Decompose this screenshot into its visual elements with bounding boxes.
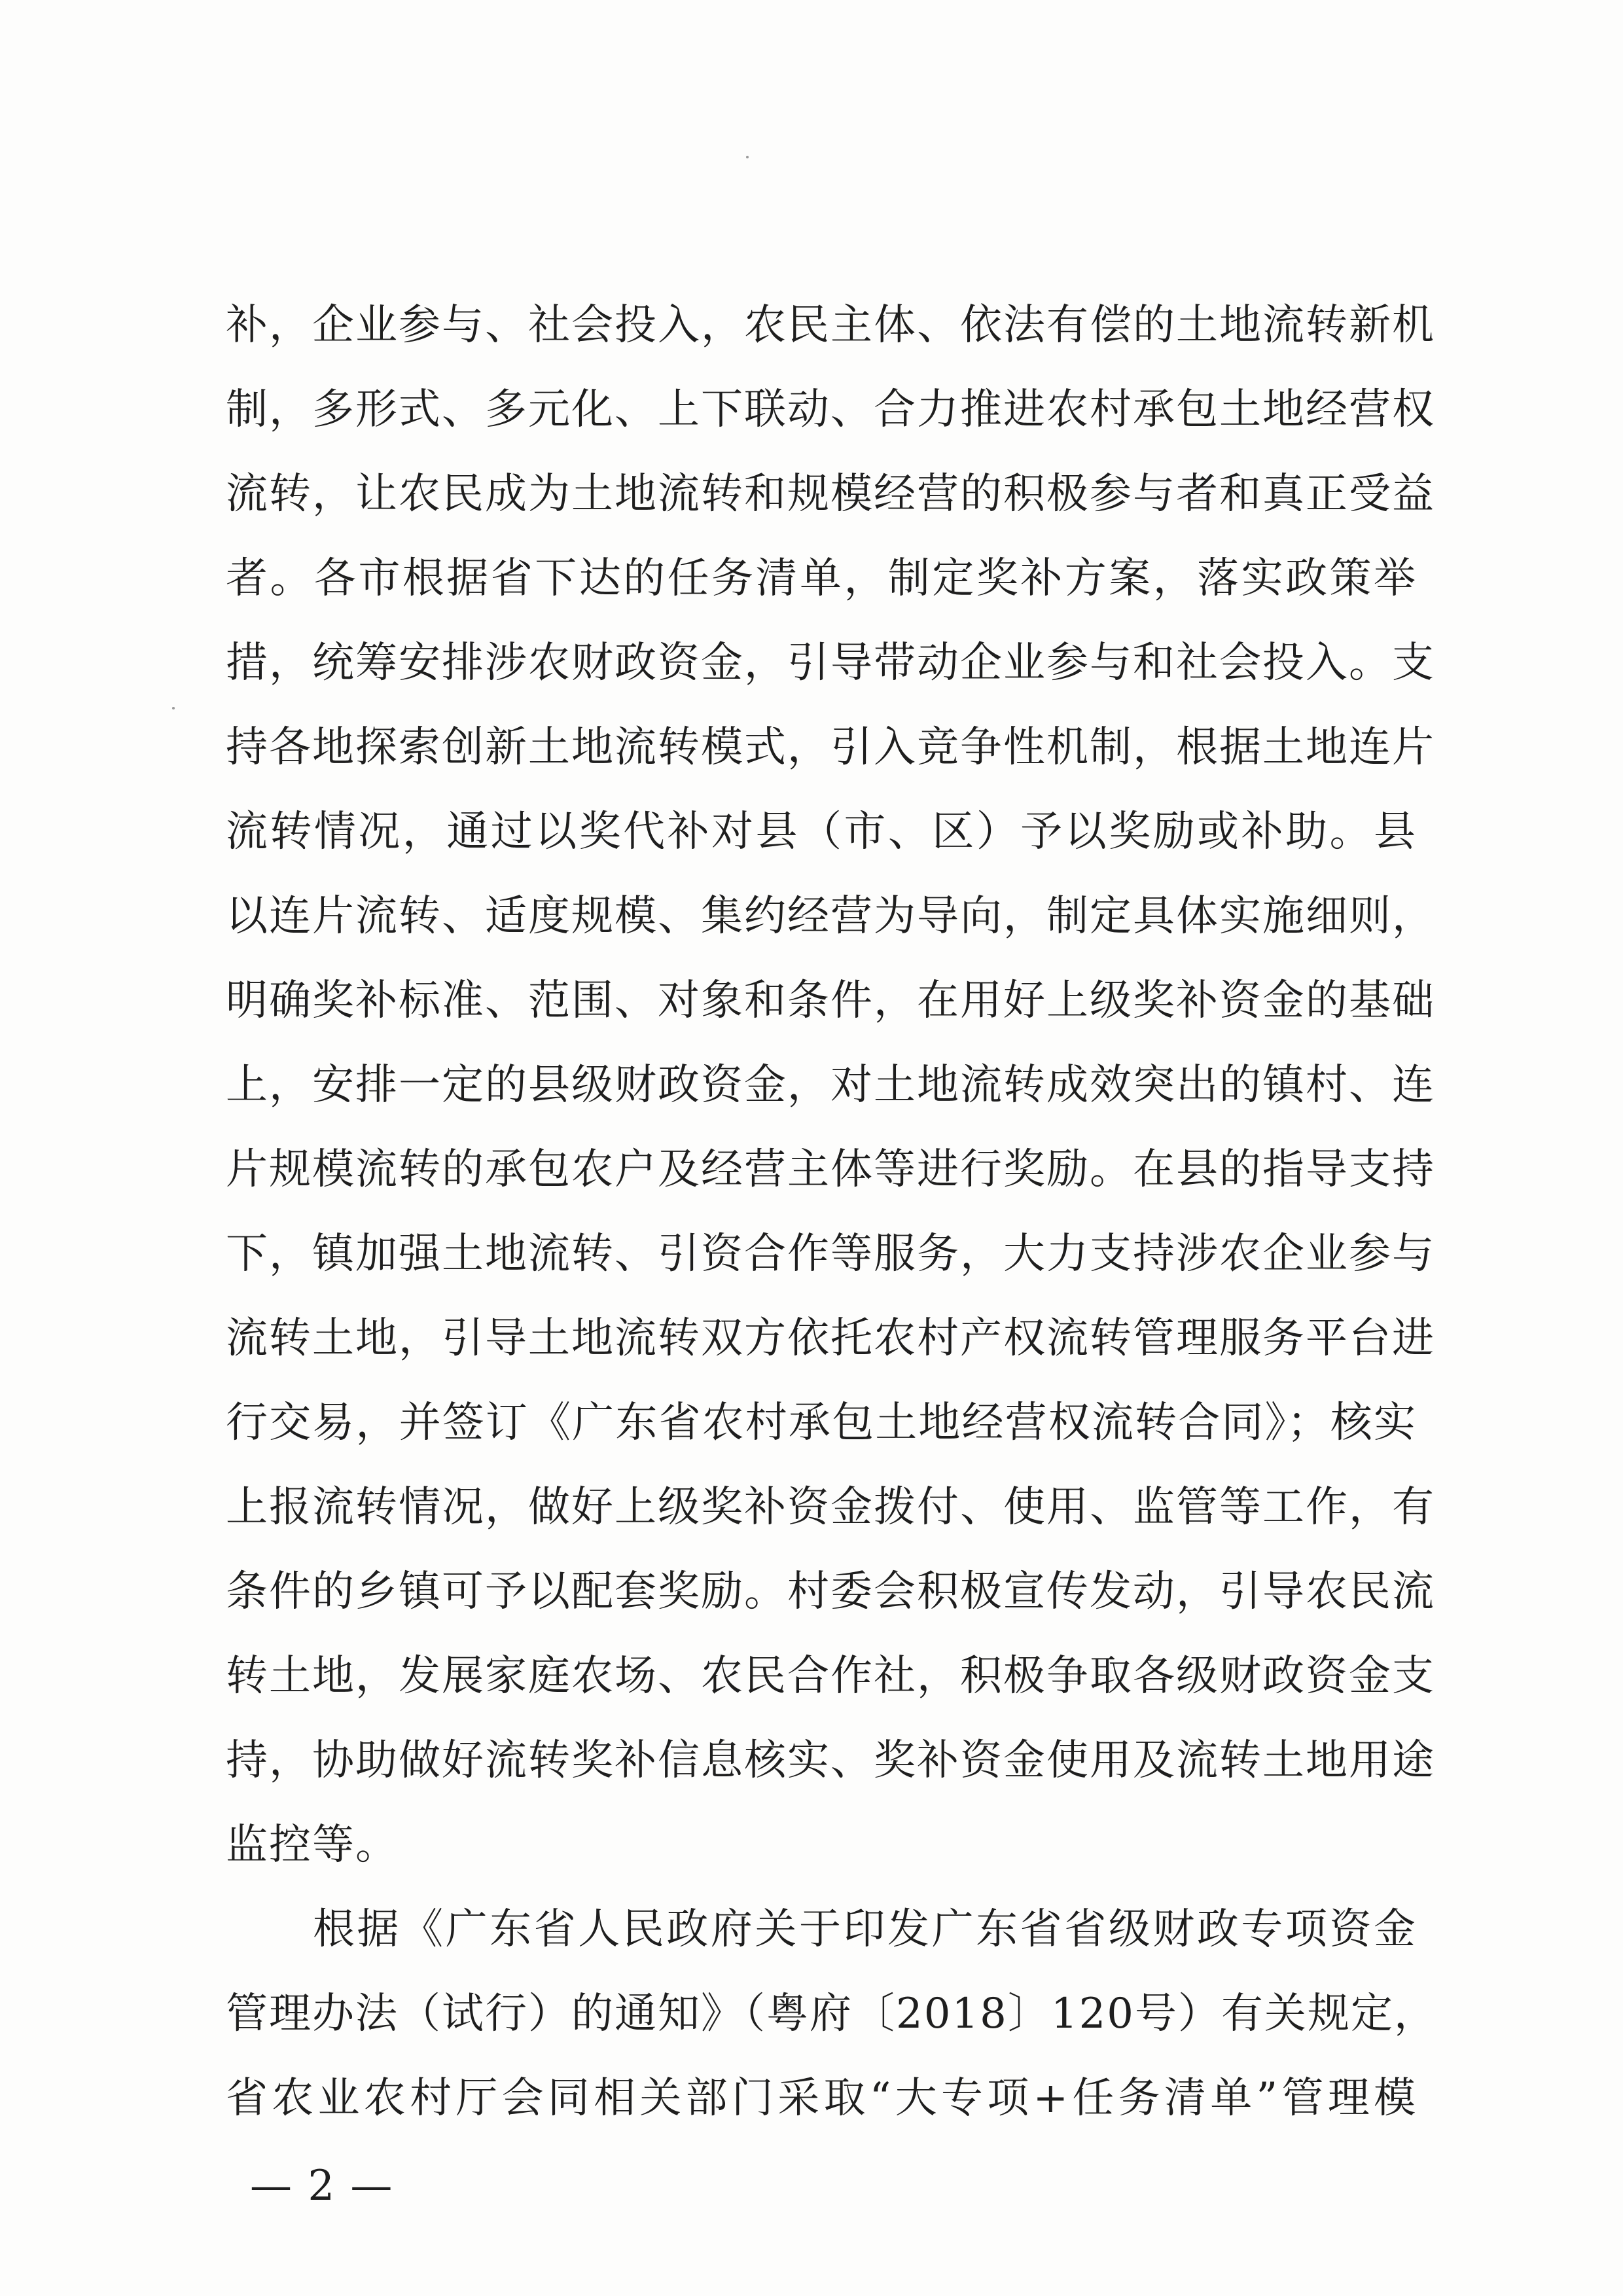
paragraph-1-line-6: 持各地探索创新土地流转模式，引入竞争性机制，根据土地连片 xyxy=(226,723,1435,772)
page-number: — 2 — xyxy=(250,2162,394,2210)
paragraph-1-line-9: 明确奖补标准、范围、对象和条件，在用好上级奖补资金的基础 xyxy=(226,977,1435,1025)
paragraph-1-line-5: 措，统筹安排涉农财政资金，引导带动企业参与和社会投入。支 xyxy=(226,639,1435,687)
paragraph-1-line-13: 流转土地，引导土地流转双方依托农村产权流转管理服务平台进 xyxy=(226,1314,1435,1363)
paragraph-1-line-17: 转土地，发展家庭农场、农民合作社，积极争取各级财政资金支 xyxy=(226,1652,1435,1700)
paragraph-1-line-16: 条件的乡镇可予以配套奖励。村委会积极宣传发动，引导农民流 xyxy=(226,1568,1435,1616)
paragraph-1-line-10: 上，安排一定的县级财政资金，对土地流转成效突出的镇村、连 xyxy=(226,1061,1435,1109)
paragraph-1-line-15: 上报流转情况，做好上级奖补资金拨付、使用、监管等工作，有 xyxy=(226,1483,1435,1532)
paragraph-1-line-7: 流转情况，通过以奖代补对县（市、区）予以奖励或补助。县 xyxy=(226,808,1417,856)
paragraph-1-line-8: 以连片流转、适度规模、集约经营为导向，制定具体实施细则， xyxy=(226,892,1435,941)
scan-speck xyxy=(172,707,175,709)
paragraph-2-line-2: 管理办法（试行）的通知》（粤府〔2018〕120号）有关规定， xyxy=(226,1990,1438,2038)
paragraph-1-line-18: 持，协助做好流转奖补信息核实、奖补资金使用及流转土地用途 xyxy=(226,1736,1435,1785)
paragraph-1-line-2: 制，多形式、多元化、上下联动、合力推进农村承包土地经营权 xyxy=(226,386,1435,434)
paragraph-1-line-3: 流转，让农民成为土地流转和规模经营的积极参与者和真正受益 xyxy=(226,470,1435,518)
paragraph-1-line-19: 监控等。 xyxy=(226,1821,399,1869)
paragraph-2-line-3: 省农业农村厅会同相关部门采取“大专项+任务清单”管理模 xyxy=(226,2074,1417,2123)
scan-speck xyxy=(746,156,749,158)
paragraph-1-line-14: 行交易，并签订《广东省农村承包土地经营权流转合同》；核实 xyxy=(226,1399,1417,1447)
paragraph-1-line-12: 下，镇加强土地流转、引资合作等服务，大力支持涉农企业参与 xyxy=(226,1230,1435,1278)
paragraph-1-line-4: 者。各市根据省下达的任务清单，制定奖补方案，落实政策举 xyxy=(226,554,1417,603)
paragraph-2-line-1: 根据《广东省人民政府关于印发广东省省级财政专项资金 xyxy=(313,1905,1417,1954)
paragraph-1-line-1: 补，企业参与、社会投入，农民主体、依法有偿的土地流转新机 xyxy=(226,301,1435,350)
paragraph-1-line-11: 片规模流转的承包农户及经营主体等进行奖励。在县的指导支持 xyxy=(226,1145,1435,1194)
